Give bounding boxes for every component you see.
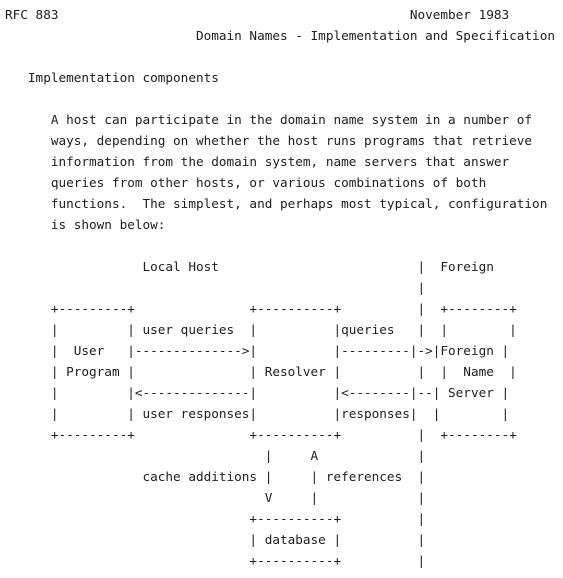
paragraph-line: functions. The simplest, and perhaps most typical, configuration <box>5 196 548 211</box>
paragraph-line: information from the domain system, name servers that answer <box>5 154 510 169</box>
diagram-line: | Program | | Resolver | | | Name | <box>5 364 517 379</box>
diagram-line: V | | <box>5 490 426 505</box>
diagram-line: | <box>5 280 426 295</box>
diagram-line: +----------+ | <box>5 553 426 568</box>
diagram-line: Local Host | Foreign <box>5 259 494 274</box>
diagram-line: +---------+ +----------+ | +--------+ <box>5 427 517 442</box>
section-heading: Implementation components <box>5 70 219 85</box>
paragraph-line: is shown below: <box>5 217 166 232</box>
diagram-line: +---------+ +----------+ | +--------+ <box>5 301 517 316</box>
header-line: RFC 883 November 1983 <box>5 7 510 22</box>
diagram-line: | |<--------------| |<--------|--| Server | <box>5 385 510 400</box>
diagram-line: | | user responses| |responses| | | <box>5 406 510 421</box>
diagram-line: | User |-------------->| |---------|->|Foreign | <box>5 343 510 358</box>
diagram-line: cache additions | | references | <box>5 469 426 484</box>
subheader-line: Domain Names - Implementation and Specification <box>5 28 555 43</box>
diagram-line: | database | | <box>5 532 426 547</box>
paragraph-line: A host can participate in the domain name system in a number of <box>5 112 533 127</box>
diagram-line: +----------+ | <box>5 511 426 526</box>
diagram-line: | A | <box>5 448 426 463</box>
diagram-line: | | user queries | |queries | | | <box>5 322 517 337</box>
paragraph-line: ways, depending on whether the host runs programs that retrieve <box>5 133 533 148</box>
paragraph-line: queries from other hosts, or various combinations of both <box>5 175 487 190</box>
